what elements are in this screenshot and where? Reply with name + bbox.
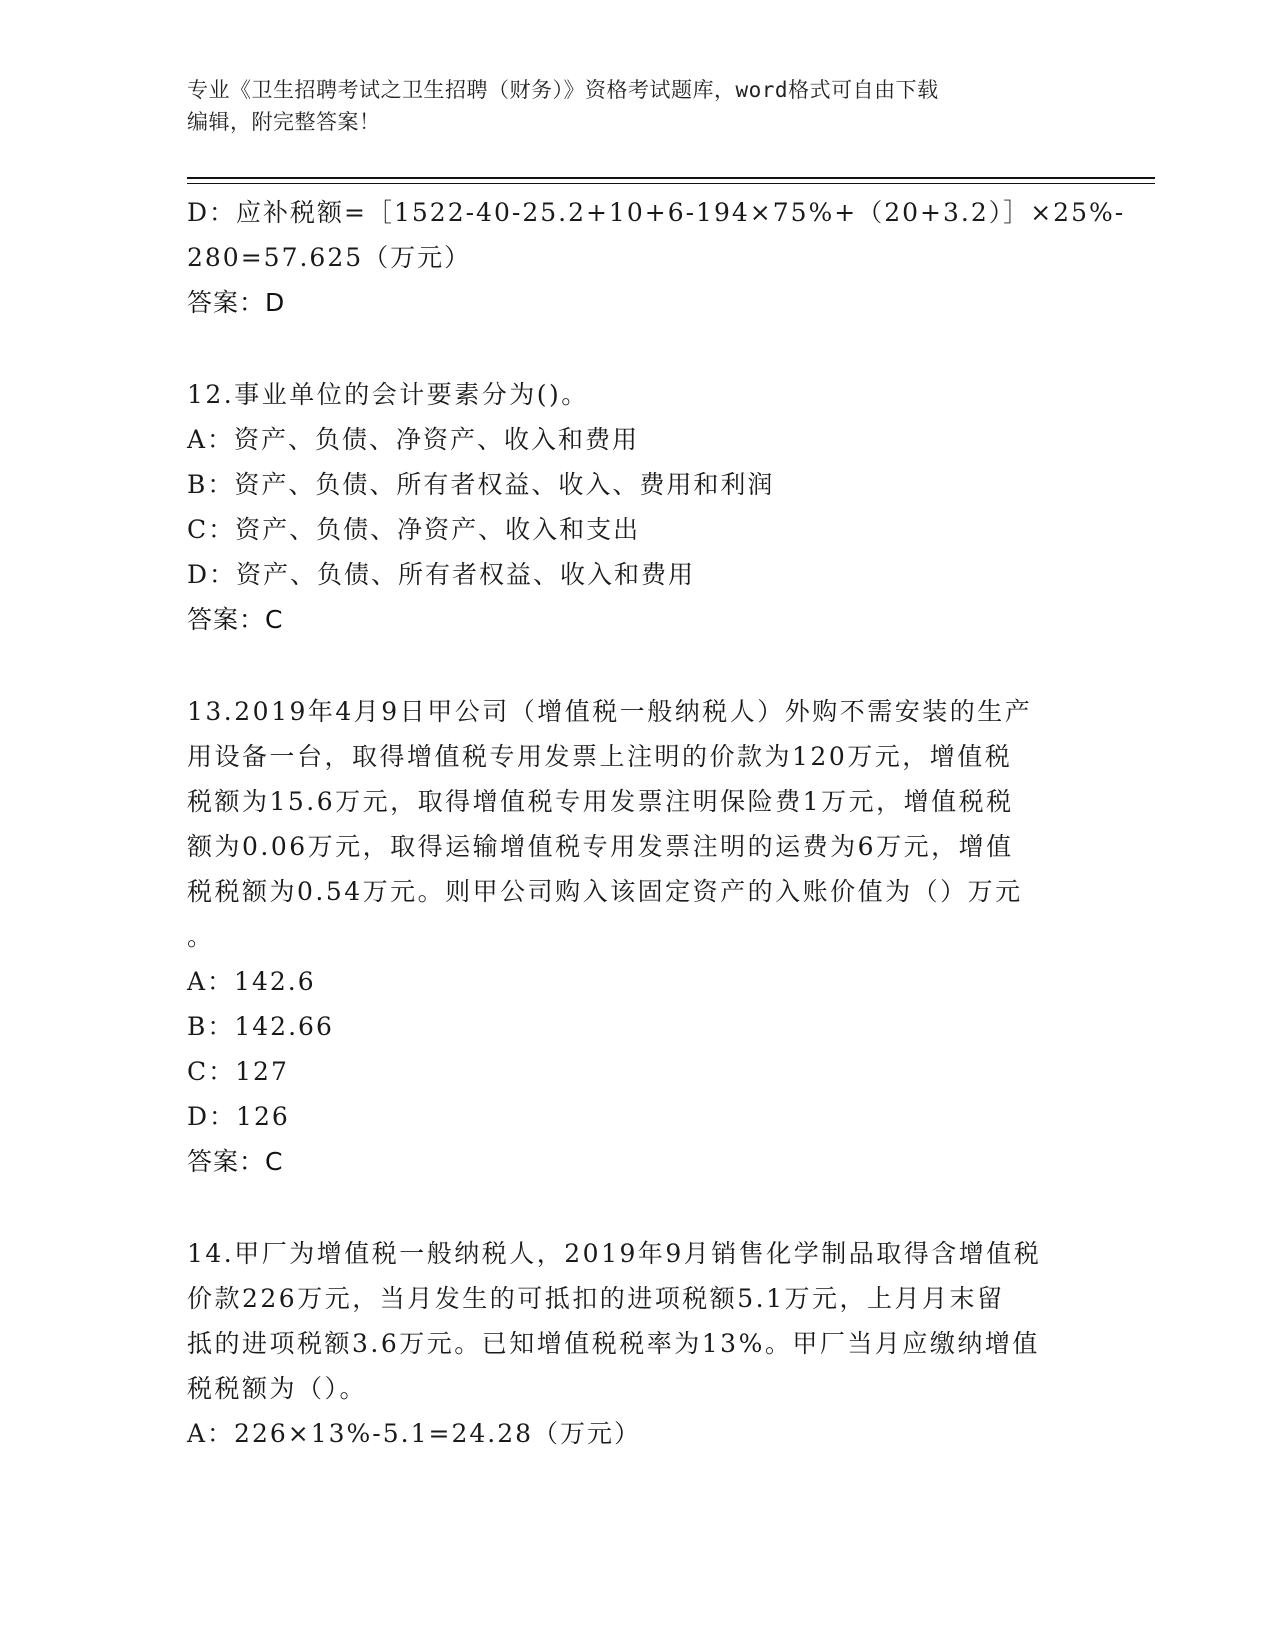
- option-line: D：应补税额=［1522-40-25.2+10+6-194×75%+（20+3.2）］×25%-: [187, 198, 1126, 227]
- question-13: [187, 689, 1087, 1184]
- option-b: B：142.66: [187, 1012, 334, 1041]
- header-line-1: 专业《卫生招聘考试之卫生招聘（财务）》资格考试题库，word格式可自由下载: [187, 78, 939, 102]
- option-a: A：226×13%-5.1=24.28（万元）: [187, 1419, 642, 1448]
- question-14: [187, 1231, 1087, 1456]
- answer-line: 答案：D: [187, 288, 286, 317]
- option-c: C：资产、负债、净资产、收入和支出: [187, 515, 641, 544]
- question-stem-line: 用设备一台，取得增值税专用发票上注明的价款为120万元，增值税: [187, 742, 1013, 771]
- option-line: 280=57.625（万元）: [187, 243, 472, 272]
- question-stem: 12.事业单位的会计要素分为()。: [187, 380, 589, 409]
- question-12: [187, 372, 1087, 642]
- header-divider-thin: [187, 183, 1155, 184]
- question-stem-line: 税额为15.6万元，取得增值税专用发票注明保险费1万元，增值税税: [187, 787, 1014, 816]
- option-d: D：资产、负债、所有者权益、收入和费用: [187, 560, 696, 589]
- option-a: A：资产、负债、净资产、收入和费用: [187, 425, 640, 454]
- option-c: C：127: [187, 1057, 289, 1086]
- header-divider-thick: [187, 177, 1155, 179]
- question-stem-line: 税税额为0.54万元。则甲公司购入该固定资产的入账价值为（）万元: [187, 877, 1023, 906]
- question-stem-line: 13.2019年4月9日甲公司（增值税一般纳税人）外购不需安装的生产: [187, 697, 1033, 726]
- answer-line: 答案：C: [187, 605, 284, 634]
- option-a: A：142.6: [187, 967, 316, 996]
- question-stem-line: 价款226万元，当月发生的可抵扣的进项税额5.1万元，上月月末留: [187, 1284, 1005, 1313]
- option-b: B：资产、负债、所有者权益、收入、费用和利润: [187, 470, 775, 499]
- question-stem-line: 14.甲厂为增值税一般纳税人，2019年9月销售化学制品取得含增值税: [187, 1239, 1042, 1268]
- content-body: [187, 190, 1126, 1456]
- option-d: D：126: [187, 1102, 290, 1131]
- prev-question-block: [187, 190, 1126, 325]
- question-stem-line: 抵的进项税额3.6万元。已知增值税税率为13%。甲厂当月应缴纳增值: [187, 1329, 1040, 1358]
- question-stem-line: 税税额为（）。: [187, 1374, 368, 1403]
- page-header: [187, 74, 1067, 138]
- answer-line: 答案：C: [187, 1147, 284, 1176]
- question-stem-line: 额为0.06万元，取得运输增值税专用发票注明的运费为6万元，增值: [187, 832, 1014, 861]
- header-line-2: 编辑，附完整答案！: [187, 110, 381, 134]
- question-stem-line: 。: [187, 922, 215, 951]
